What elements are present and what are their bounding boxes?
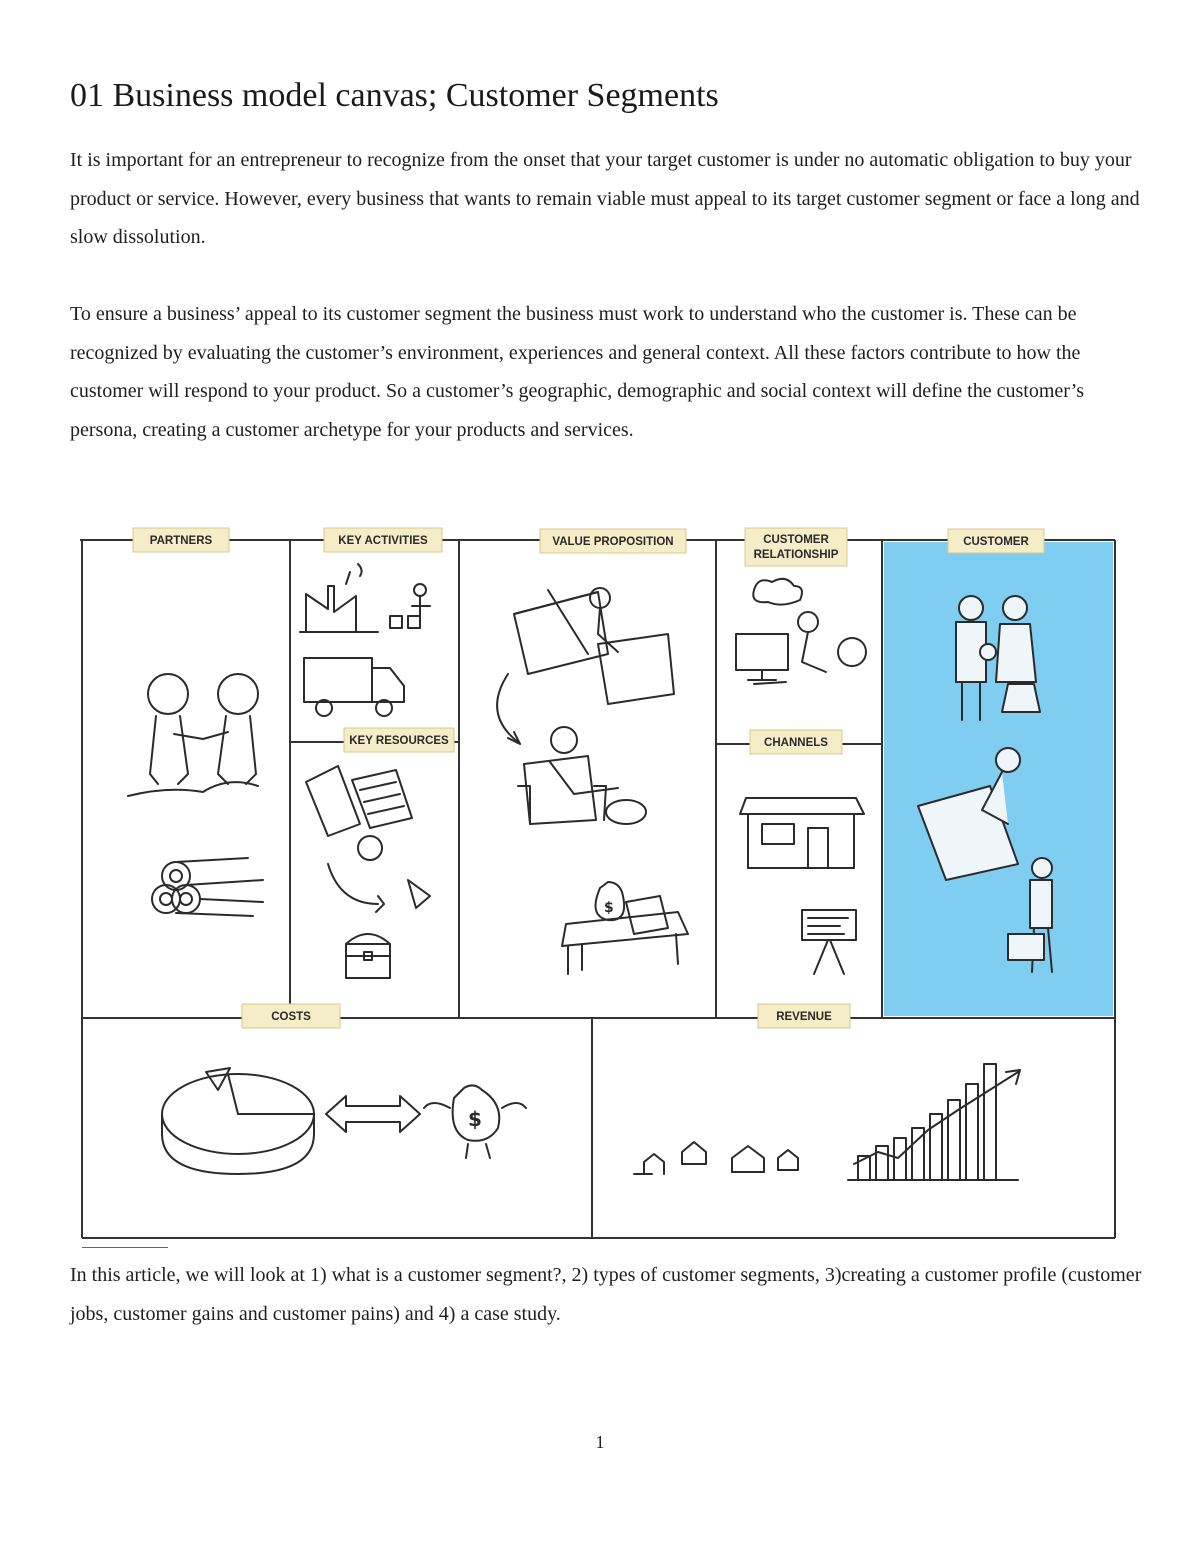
business-model-canvas-figure: [78, 524, 1123, 1248]
curved-arrow-illustration: [497, 674, 520, 744]
label-revenue-text: REVENUE: [776, 1011, 832, 1023]
shop-illustration: [740, 798, 864, 868]
label-customer-relationship: [745, 528, 847, 566]
intro-paragraph: It is important for an entrepreneur to recognize from the onset that your target customer is under no automatic obligation to buy your product or service. However, every business that wants to remain viable must appeal to its target customer segment or face a long and slow dissolution.: [70, 149, 1140, 248]
page-number: 1: [595, 1432, 605, 1452]
houses-illustration: [634, 1142, 798, 1174]
label-revenue: [758, 1004, 850, 1028]
label-channels: [750, 730, 842, 754]
label-value-proposition: [540, 529, 686, 553]
label-customer-relationship-line2: RELATIONSHIP: [753, 549, 839, 561]
label-partners: [133, 528, 229, 552]
label-costs: [242, 1004, 340, 1028]
label-partners-text: PARTNERS: [149, 535, 213, 547]
label-key-resources: [344, 728, 454, 752]
logs-illustration: [152, 858, 263, 916]
customer-segment-paragraph: To ensure a business’ appeal to its customer segment the business must work to understand who the customer is. These can be recognized by evaluating the customer’s environment, experiences and general context. All these factors contribute to how the customer will respond to your product. So a customer’s geographic, demographic and social context will define the customer’s persona, creating a customer archetype for your products and services.: [70, 303, 1085, 441]
money-bag-character-illustration: [424, 1085, 526, 1158]
dollar-sign-icon: $: [604, 900, 614, 916]
desk-money-bag-illustration: [562, 882, 688, 974]
label-key-activities-text: KEY ACTIVITIES: [338, 535, 428, 547]
computer-work-illustration: [736, 579, 866, 684]
label-customer-relationship-line1: CUSTOMER: [763, 534, 829, 546]
label-value-proposition-text: VALUE PROPOSITION: [552, 536, 674, 548]
presentation-board-illustration: [802, 910, 856, 974]
handshake-illustration: [128, 674, 258, 796]
truck-illustration: [304, 658, 404, 716]
dollar-sign-icon: $: [468, 1107, 482, 1131]
label-channels-text: CHANNELS: [764, 737, 828, 749]
double-arrow-illustration: [326, 1096, 420, 1132]
armchair-person-illustration: [518, 727, 646, 824]
label-customer-text: CUSTOMER: [963, 536, 1029, 548]
treasure-chest-illustration: [346, 934, 390, 978]
documents-illustration: [306, 766, 430, 912]
label-costs-text: COSTS: [271, 1011, 311, 1023]
label-key-resources-text: KEY RESOURCES: [349, 735, 449, 747]
puzzle-illustration: [514, 588, 674, 704]
article-outline-paragraph: In this article, we will look at 1) what is a customer segment?, 2) types of customer segments, 3)creating a customer profile (customer jobs, customer gains and customer pains) and 4) a case study.: [70, 1264, 1142, 1325]
label-customer: [948, 529, 1044, 553]
label-key-activities: [324, 528, 442, 552]
growth-bar-chart-illustration: [848, 1064, 1020, 1180]
page-title: 01 Business model canvas; Customer Segments: [70, 77, 719, 114]
pie-chart-illustration: [162, 1068, 314, 1174]
factory-illustration: [300, 564, 430, 632]
